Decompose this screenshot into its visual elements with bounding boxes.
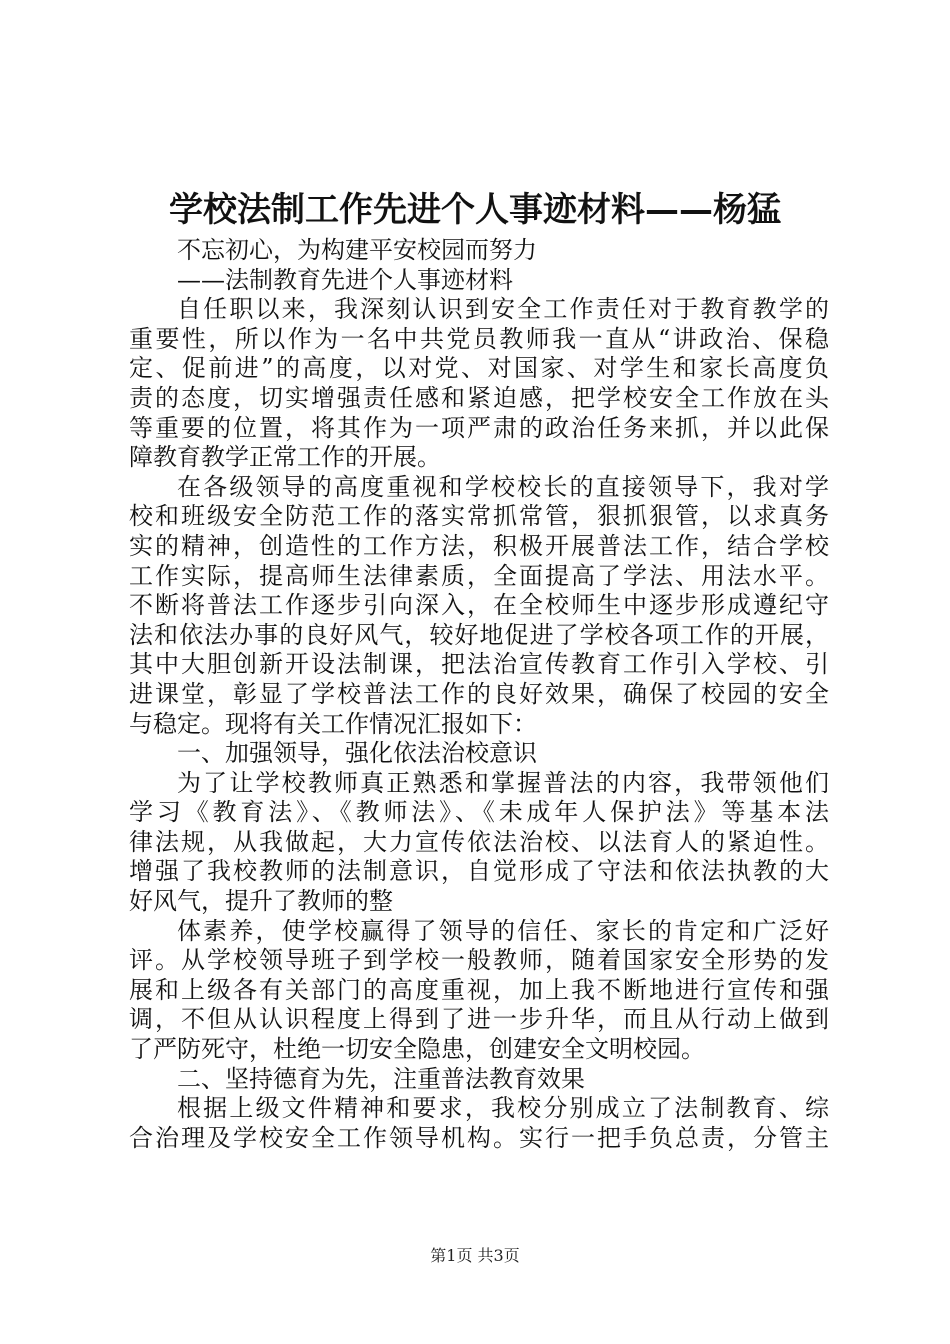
- text-line: 一、加强领导，强化依法治校意识: [177, 739, 537, 768]
- document-body: [129, 236, 829, 1153]
- text-line: ——法制教育先进个人事迹材料: [177, 265, 513, 294]
- text-line: 等重要的位置，将其作为一项严肃的政治任务来抓，并以此保: [129, 413, 829, 442]
- text-line: 根据上级文件精神和要求，我校分别成立了法制教育、综: [177, 1094, 829, 1123]
- text-line: 了严防死守，杜绝一切安全隐患，创建安全文明校园。: [129, 1035, 705, 1064]
- text-line: 好风气，提升了教师的整: [129, 887, 393, 916]
- text-line: 其中大胆创新开设法制课，把法治宣传教育工作引入学校、引: [129, 650, 829, 679]
- text-line: 在各级领导的高度重视和学校校长的直接领导下，我对学: [177, 472, 829, 501]
- document-title: 学校法制工作先进个人事迹材料——杨猛: [169, 190, 781, 230]
- text-line: 自任职以来，我深刻认识到安全工作责任对于教育教学的: [177, 295, 829, 324]
- text-line: 二、坚持德育为先，注重普法教育效果: [177, 1064, 585, 1093]
- text-line: 为了让学校教师真正熟悉和掌握普法的内容，我带领他们: [177, 768, 829, 797]
- text-line: 定、促前进”的高度，以对党、对国家、对学生和家长高度负: [129, 354, 829, 383]
- text-line: 责的态度，切实增强责任感和紧迫感，把学校安全工作放在头: [129, 383, 829, 412]
- text-line: 律法规，从我做起，大力宣传依法治校、以法育人的紧迫性。: [129, 827, 829, 856]
- text-line: 增强了我校教师的法制意识，自觉形成了守法和依法执教的大: [129, 857, 829, 886]
- text-line: 体素养，使学校赢得了领导的信任、家长的肯定和广泛好: [177, 916, 829, 945]
- text-line: 合治理及学校安全工作领导机构。实行一把手负总责，分管主: [129, 1123, 829, 1152]
- text-line: 进课堂，彰显了学校普法工作的良好效果，确保了校园的安全: [129, 679, 829, 708]
- text-line: 与稳定。现将有关工作情况汇报如下：: [129, 709, 537, 738]
- text-line: 不忘初心，为构建平安校园而努力: [177, 236, 537, 264]
- text-line: 实的精神，创造性的工作方法，积极开展普法工作，结合学校: [129, 531, 829, 560]
- text-line: 障教育教学正常工作的开展。: [129, 443, 441, 472]
- text-line: 展和上级各有关部门的高度重视，加上我不断地进行宣传和强: [129, 975, 829, 1004]
- text-line: 法和依法办事的良好风气，较好地促进了学校各项工作的开展，: [129, 620, 829, 649]
- text-line: 重要性，所以作为一名中共党员教师我一直从“讲政治、保稳: [129, 324, 829, 353]
- text-line: 评。从学校领导班子到学校一般教师，随着国家安全形势的发: [129, 946, 829, 975]
- text-line: 校和班级安全防范工作的落实常抓常管，狠抓狠管，以求真务: [129, 502, 829, 531]
- page-footer: 第1页 共3页: [430, 1246, 520, 1265]
- text-line: 不断将普法工作逐步引向深入，在全校师生中逐步形成遵纪守: [129, 591, 829, 620]
- text-line: 学习《教育法》、《教师法》、《未成年人保护法》等基本法: [129, 798, 829, 827]
- text-line: 调，不但从认识程度上得到了进一步升华，而且从行动上做到: [129, 1005, 829, 1034]
- text-line: 工作实际，提高师生法律素质，全面提高了学法、用法水平。: [129, 561, 829, 590]
